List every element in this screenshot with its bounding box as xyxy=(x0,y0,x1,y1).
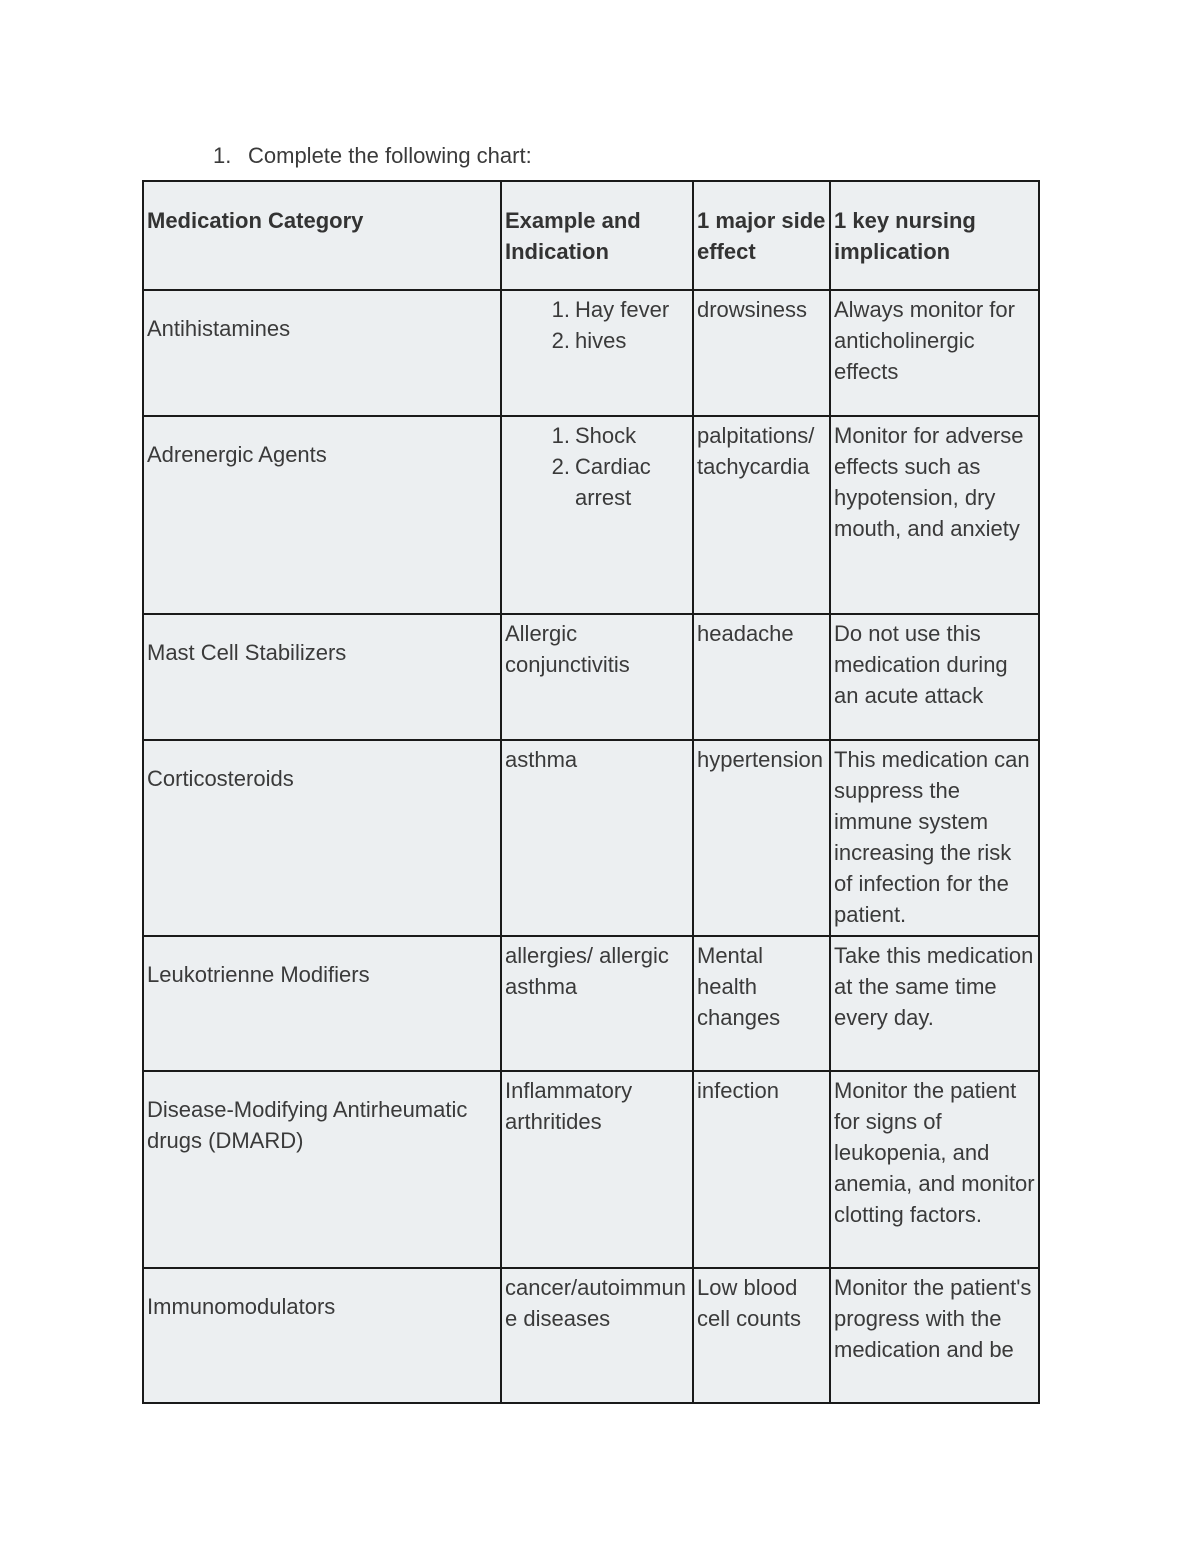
side-effect-cell: palpitations/ tachycardia xyxy=(693,416,830,614)
table-row xyxy=(143,416,1039,614)
nursing-cell: Monitor the patient for signs of leukopenia, and anemia, and monitor clotting factors. xyxy=(830,1071,1039,1268)
table-row xyxy=(143,290,1039,416)
list-item xyxy=(505,325,689,356)
example-cell: cancer/autoimmune diseases xyxy=(501,1268,693,1403)
nursing-cell: Monitor for adverse effects such as hypotension, dry mouth, and anxiety xyxy=(830,416,1039,614)
list-item xyxy=(505,451,689,513)
category-cell: Leukotrienne Modifiers xyxy=(143,936,501,1071)
example-list xyxy=(505,294,689,356)
list-item-text: Shock xyxy=(575,423,637,448)
side-effect-cell: hypertension xyxy=(693,740,830,936)
side-effect-cell: Mental health changes xyxy=(693,936,830,1071)
instruction-number: 1. xyxy=(213,143,232,168)
example-cell: Inflammatory arthritides xyxy=(501,1071,693,1268)
side-effect-cell: drowsiness xyxy=(693,290,830,416)
category-cell: Corticosteroids xyxy=(143,740,501,936)
header-nursing: 1 key nursing implication xyxy=(830,181,1039,290)
instruction xyxy=(213,141,532,171)
table-row xyxy=(143,740,1039,936)
example-cell: Allergic conjunctivitis xyxy=(501,614,693,740)
nursing-cell: Always monitor for anticholinergic effects xyxy=(830,290,1039,416)
list-marker: 1. xyxy=(551,423,570,448)
table-header-row xyxy=(143,181,1039,290)
nursing-cell: This medication can suppress the immune system increasing the risk of infection for the patient. xyxy=(830,740,1039,936)
list-item xyxy=(505,420,689,451)
example-cell: asthma xyxy=(501,740,693,936)
example-cell xyxy=(501,416,693,614)
example-cell xyxy=(501,290,693,416)
header-example: Example and Indication xyxy=(501,181,693,290)
nursing-cell: Take this medication at the same time every day. xyxy=(830,936,1039,1071)
list-marker: 1. xyxy=(551,297,570,322)
list-item-text: hives xyxy=(575,328,627,353)
side-effect-cell: headache xyxy=(693,614,830,740)
side-effect-cell: Low blood cell counts xyxy=(693,1268,830,1403)
nursing-cell: Do not use this medication during an acute attack xyxy=(830,614,1039,740)
example-list xyxy=(505,420,689,513)
header-category: Medication Category xyxy=(143,181,501,290)
table-row xyxy=(143,614,1039,740)
list-item-text: Cardiac arrest xyxy=(575,454,651,510)
side-effect-cell: infection xyxy=(693,1071,830,1268)
instruction-text: Complete the following chart: xyxy=(248,143,532,168)
header-side-effect: 1 major side effect xyxy=(693,181,830,290)
list-marker: 2. xyxy=(551,328,570,353)
table-row xyxy=(143,1268,1039,1403)
medication-chart xyxy=(142,180,1040,1404)
table-row xyxy=(143,936,1039,1071)
list-marker: 2. xyxy=(551,454,570,479)
category-cell: Mast Cell Stabilizers xyxy=(143,614,501,740)
category-cell: Immunomodulators xyxy=(143,1268,501,1403)
category-cell: Disease-Modifying Antirheumatic drugs (DMARD) xyxy=(143,1071,501,1268)
example-cell: allergies/ allergic asthma xyxy=(501,936,693,1071)
list-item xyxy=(505,294,689,325)
table-row xyxy=(143,1071,1039,1268)
category-cell: Adrenergic Agents xyxy=(143,416,501,614)
list-item-text: Hay fever xyxy=(575,297,670,322)
nursing-cell: Monitor the patient's progress with the medication and be xyxy=(830,1268,1039,1403)
category-cell: Antihistamines xyxy=(143,290,501,416)
